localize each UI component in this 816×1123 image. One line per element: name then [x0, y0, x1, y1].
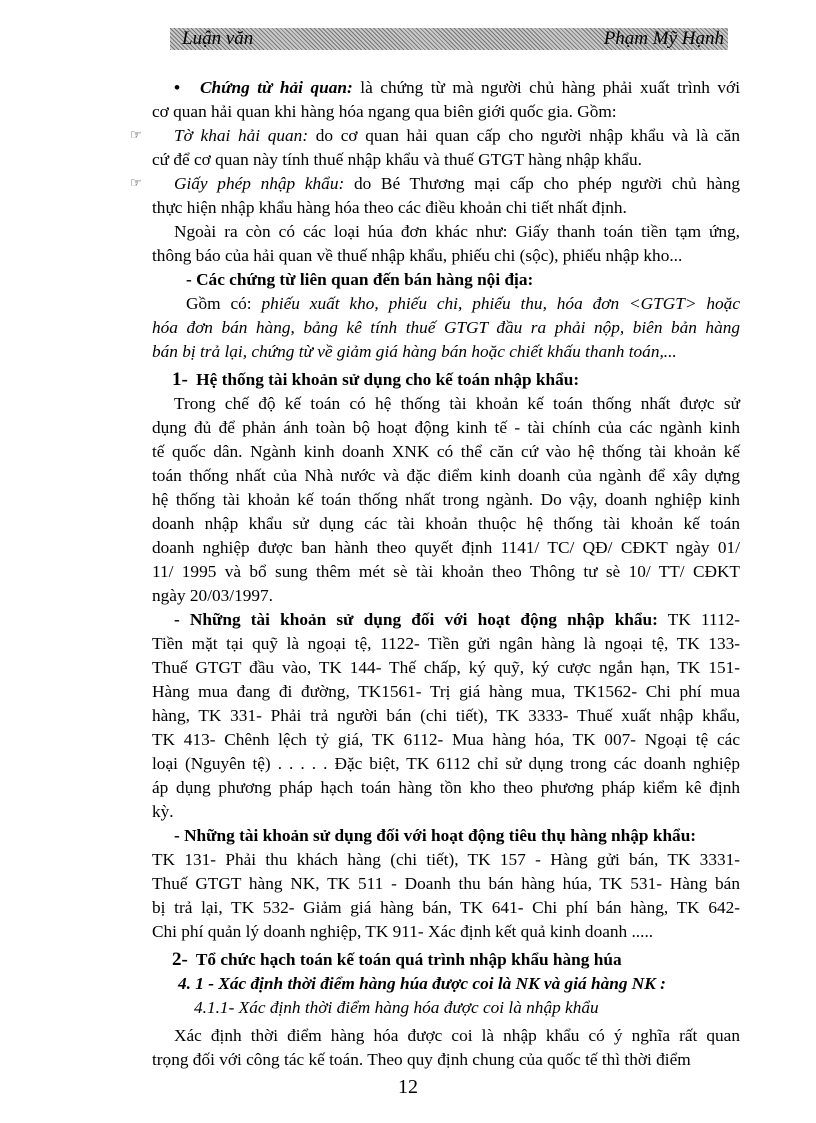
import-accounts-line: loại (Nguyên tệ) . . . . . Đặc biệt, TK 6112 chỉ sử dụng trong các doanh nghiệp — [152, 754, 740, 773]
domestic-line-3: bán bị trả lại, chứng từ về giảm giá hàng bán hoặc chiết khấu thanh toán,... — [152, 342, 677, 361]
import-accounts-line: kỳ. — [152, 802, 174, 821]
other-line-2: thông báo của hải quan về thuế nhập khẩu, phiếu chi (sộc), phiếu nhập kho... — [152, 246, 683, 265]
sales-accounts-line: TK 131- Phải thu khách hàng (chi tiết), TK 157 - Hàng gửi bán, TK 3331- — [152, 850, 740, 869]
header-left: Luận văn — [182, 28, 254, 49]
page-number: 12 — [398, 1076, 418, 1098]
subsection-4-1-1-heading: 4.1.1- Xác định thời điểm hàng hóa được coi là nhập khẩu — [194, 998, 599, 1017]
declaration-term: Tờ khai hải quan: — [174, 126, 309, 145]
sales-accounts-line: Chi phí quản lý doanh nghiệp, TK 911- Xác định kết quả kinh doanh ..... — [152, 922, 654, 941]
customs-line-1: • Chứng từ hải quan: là chứng từ mà người chủ hàng phải xuất trình với — [152, 76, 740, 100]
pointing-hand-icon: ☞ — [130, 127, 142, 142]
customs-line-2: cơ quan hải quan khi hàng hóa ngang qua biên giới quốc gia. Gồm: — [152, 102, 617, 121]
header-right: Phạm Mỹ Hạnh — [603, 28, 724, 49]
domestic-heading: - Các chứng từ liên quan đến bán hàng nội địa: — [186, 270, 534, 289]
declaration-line-1: ☞ Tờ khai hải quan: do cơ quan hải quan cấp cho người nhập khẩu và là căn — [152, 124, 740, 148]
domestic-line-2: hóa đơn bán hàng, bảng kê tính thuế GTGT đầu ra phải nộp, biên bản hàng — [152, 318, 740, 337]
bullet-icon: • — [174, 78, 181, 97]
page-header — [170, 28, 728, 50]
section-2-heading: 2- Tổ chức hạch toán kế toán quá trình nhập khẩu hàng húa — [172, 949, 622, 970]
section-1-heading: 1- Hệ thống tài khoản sử dụng cho kế toán nhập khẩu: — [172, 369, 580, 390]
other-line-1: Ngoài ra còn có các loại húa đơn khác như: Giấy thanh toán tiền tạm ứng, — [174, 222, 740, 241]
import-accounts-line: Tiền mặt tại quỹ là ngoại tệ, 1122- Tiền gửi ngân hàng là ngoại tệ, TK 133- — [152, 634, 740, 653]
declaration-line-2: cứ để cơ quan này tính thuế nhập khẩu và thuế GTGT hàng nhập khẩu. — [152, 150, 642, 169]
section-1-line: Trong chế độ kế toán có hệ thống tài khoản kế toán thống nhất được sử — [174, 394, 740, 413]
sales-accounts-line: Thuế GTGT hàng NK, TK 511 - Doanh thu bán hàng húa, TK 531- Hàng bán — [152, 874, 740, 893]
import-accounts-line: Thuế GTGT đầu vào, TK 144- Thế chấp, ký quỹ, ký cược ngắn hạn, TK 151- — [152, 658, 740, 677]
section-1-line: tế quốc dân. Ngành kinh doanh XNK có thể căn cứ vào hệ thống tài khoản kế — [152, 442, 740, 461]
section-1-line: toán thống nhất của Nhà nước và đặc điểm kinh doanh của ngành để xây dựng — [152, 466, 740, 485]
license-line-1: ☞ Giấy phép nhập khẩu: do Bé Thương mại cấp cho phép người chủ hàng — [152, 172, 740, 196]
section-2-line: Xác định thời điểm hàng hóa được coi là nhập khẩu có ý nghĩa rất quan — [174, 1026, 740, 1045]
sales-accounts-heading: - Những tài khoản sử dụng đối với hoạt động tiêu thụ hàng nhập khẩu: — [174, 826, 697, 845]
pointing-hand-icon: ☞ — [130, 175, 142, 190]
import-accounts-line: Hàng mua đang đi đường, TK1561- Trị giá hàng mua, TK1562- Chi phí mua — [152, 682, 740, 701]
import-accounts-heading: - Những tài khoản sử dụng đối với hoạt động nhập khẩu: TK 1112- — [174, 610, 741, 629]
section-1-line: dụng đủ để phản ánh toàn bộ hoạt động kinh tế - tài chính của các ngành kinh — [152, 418, 740, 437]
page-body — [130, 76, 741, 1072]
sales-accounts-line: bị trả lại, TK 532- Giảm giá hàng bán, TK 641- Chi phí bán hàng, TK 642- — [152, 898, 740, 917]
section-1-line: hệ thống tài khoản kế toán thống nhất trong ngành. Do vậy, doanh nghiệp kinh — [152, 490, 740, 509]
license-term: Giấy phép nhập khẩu: — [174, 174, 345, 193]
section-1-line: doanh nhập khẩu sử dụng các tài khoản thuộc hệ thống tài khoản kế toán — [152, 514, 740, 533]
subsection-4-1-heading: 4. 1 - Xác định thời điểm hàng húa được coi là NK và giá hàng NK : — [178, 974, 666, 993]
domestic-line-1: Gồm có: phiếu xuất kho, phiếu chi, phiếu thu, hóa đơn <GTGT> hoặc — [186, 294, 740, 313]
customs-term: Chứng từ hải quan: — [200, 78, 353, 97]
license-line-2: thực hiện nhập khẩu hàng hóa theo các điều khoản chi tiết nhất định. — [152, 198, 627, 217]
import-accounts-line: TK 413- Chênh lệch tỷ giá, TK 6112- Mua hàng hóa, TK 007- Ngoại tệ các — [152, 730, 740, 749]
section-2-line: trọng đối với công tác kế toán. Theo quy định chung của quốc tế thì thời điểm — [152, 1050, 691, 1069]
section-1-line: ngày 20/03/1997. — [152, 586, 273, 605]
import-accounts-line: hàng, TK 331- Phải trả người bán (chi tiết), TK 3333- Thuế xuất nhập khẩu, — [152, 706, 740, 725]
section-1-line: doanh nghiệp được ban hành theo quyết định 1141/ TC/ QĐ/ CĐKT ngày 01/ — [152, 538, 740, 557]
section-1-line: 11/ 1995 và bổ sung thêm mét sè tài khoản theo Thông tư sè 10/ TT/ CĐKT — [152, 562, 740, 581]
import-accounts-line: áp dụng phương pháp hạch toán hàng tồn kho theo phương pháp kiểm kê định — [152, 778, 740, 797]
